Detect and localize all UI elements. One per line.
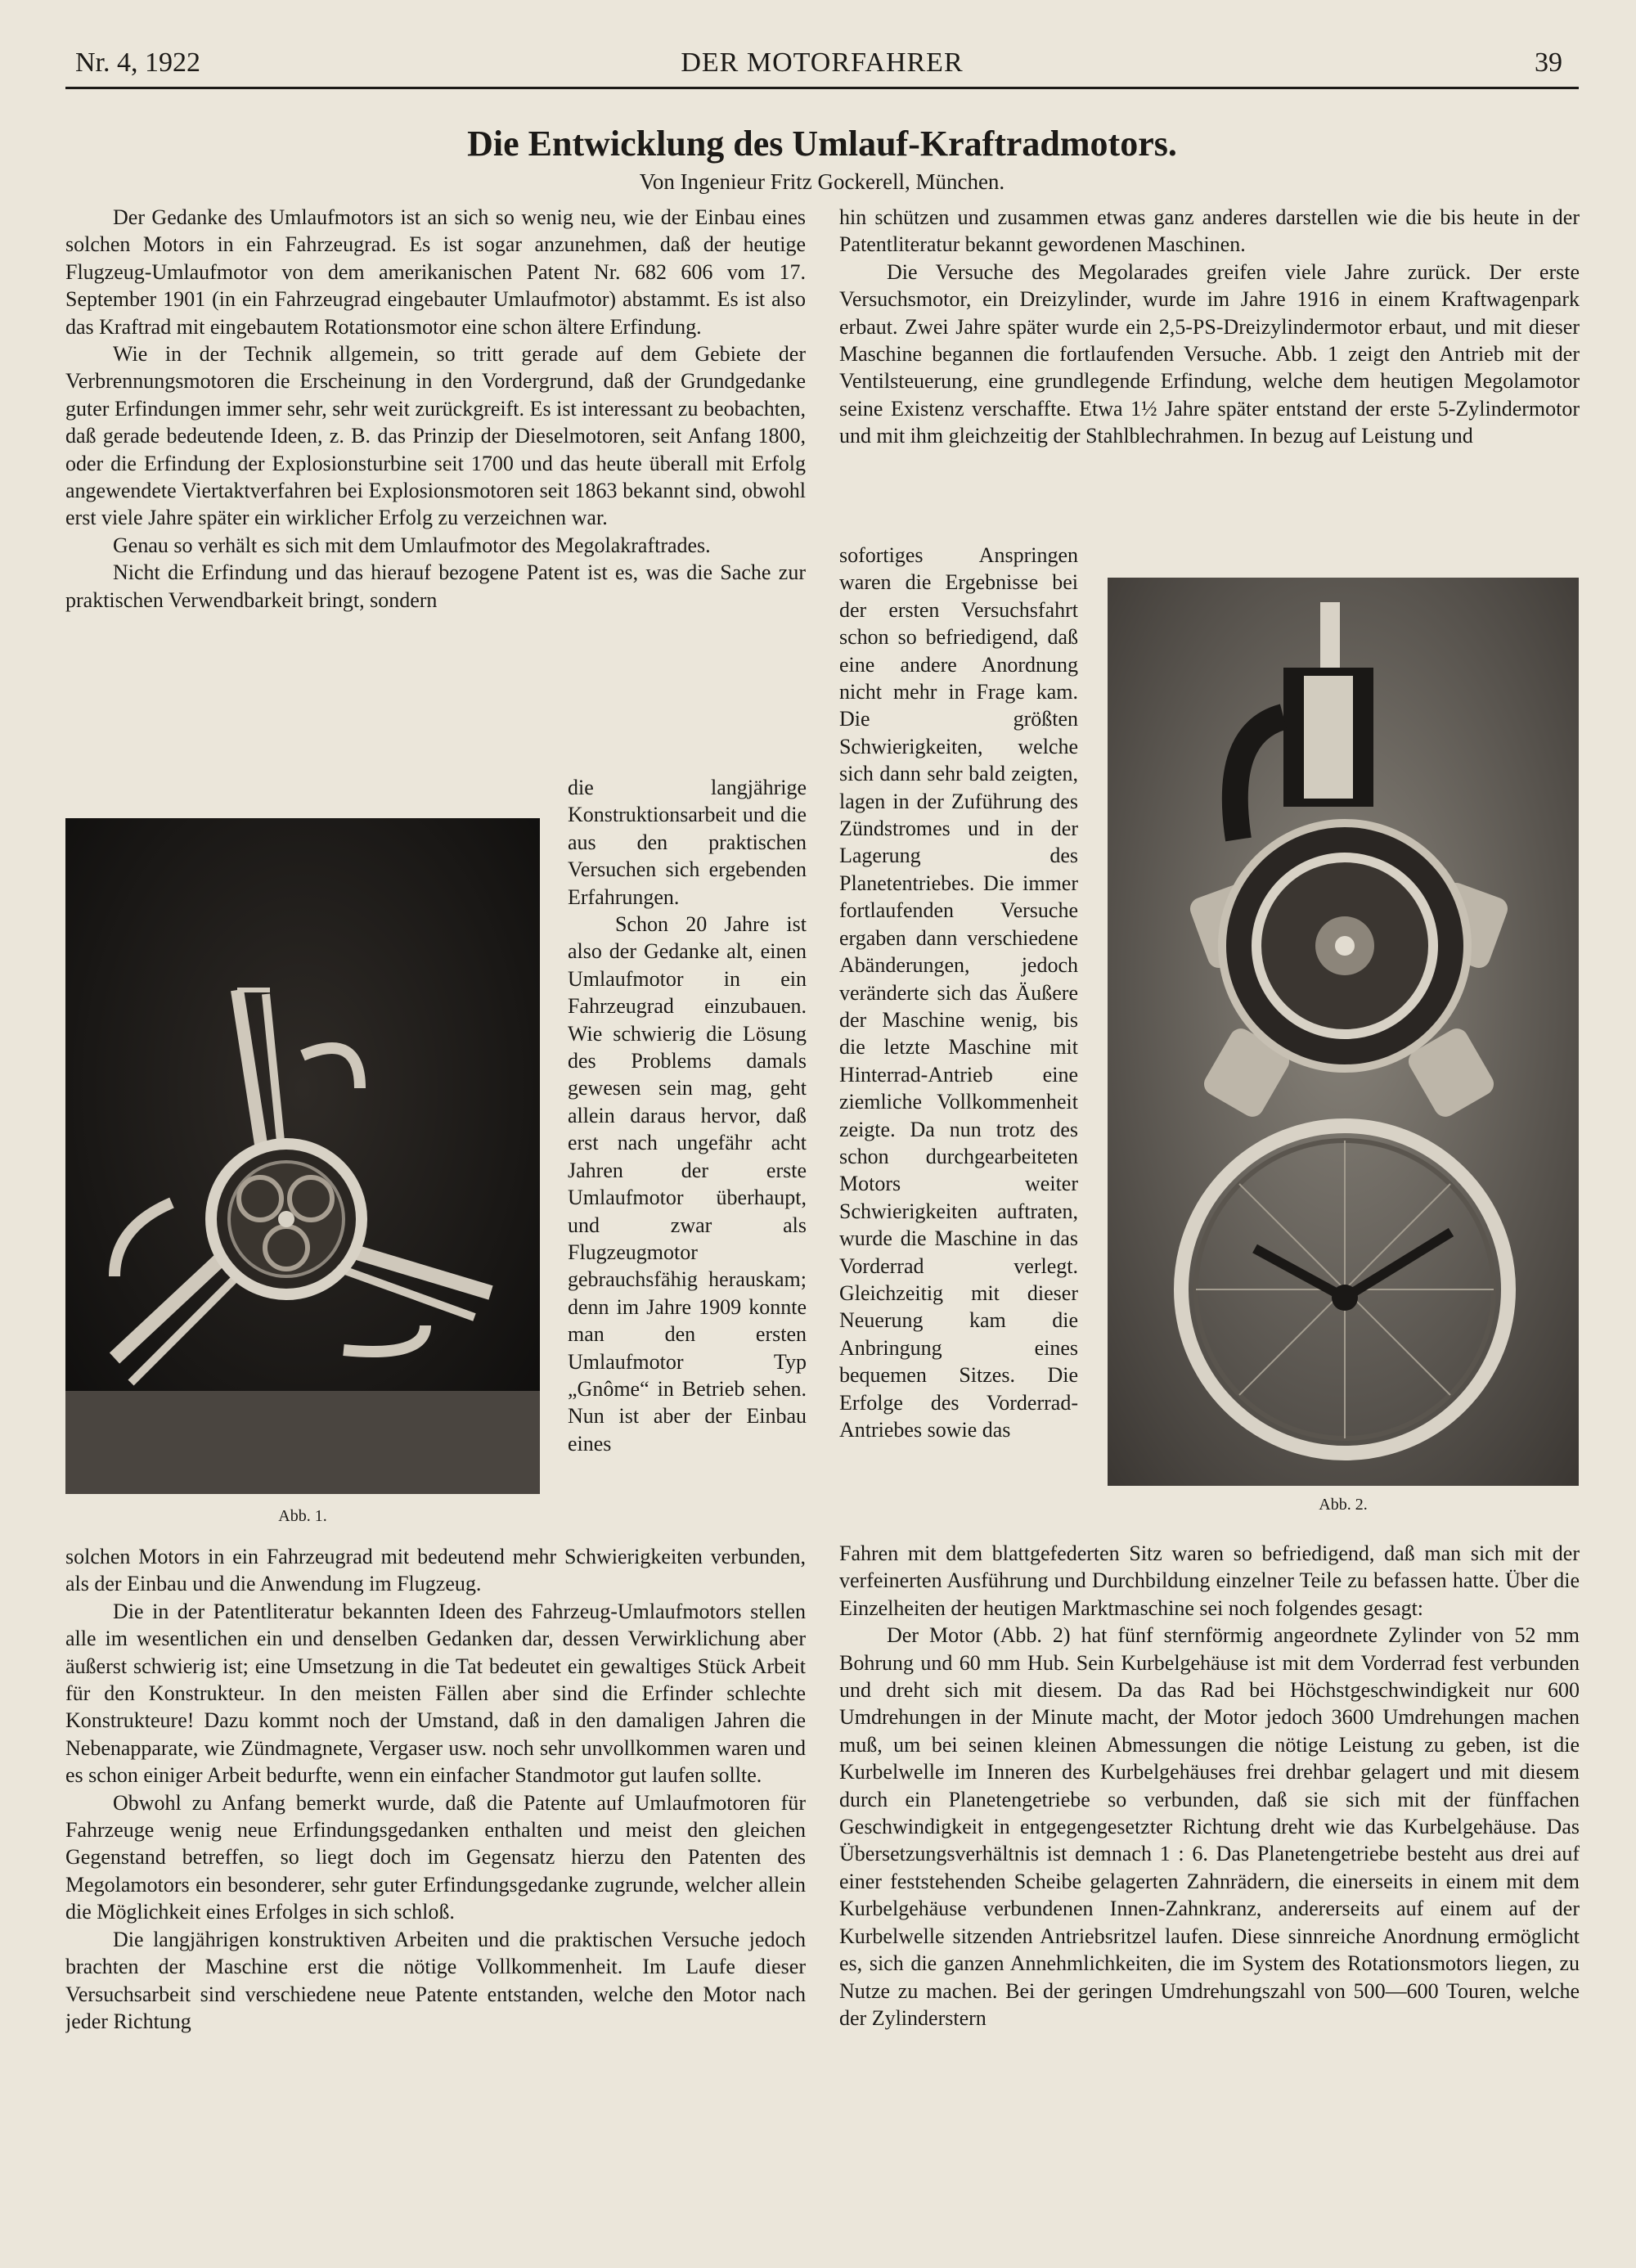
paragraph: Obwohl zu Anfang bemerkt wurde, daß die Patente auf Umlaufmotoren für Fahrzeuge wenig neue Erfindungsgedanken enthalten und meist den gleichen Gegenstand betreffen, so liegt doch im Gegensatz hierzu den Patenten des Megolamotors ein besonderer, sehr guter Erfindungsgedanke zugrunde, welcher allein die Möglichkeit eines Erfolges in sich schloß. [65, 1790, 806, 1924]
article-title: Die Entwicklung des Umlauf-Kraftradmotors. [467, 124, 1177, 164]
paragraph: sofortiges Anspringen waren die Ergebnisse bei der ersten Versuchsfahrt schon so befriedigend, daß eine andere Anordnung nicht mehr in Frage kam. Die größten Schwierigkeiten, welche sich dann sehr bald zeigten, lagen in der Zuführung des Zündstromes und in der Lagerung des Planetentriebes. Die immer fortlaufenden Versuche ergaben dann verschiedene Abänderungen, jedoch veränderte sich das Äußere der Maschine wenig, bis die letzte Maschine mit Hinterrad-Antrieb eine ziemliche Vollkommenheit zeigte. Da nun trotz des schon durchgearbeiteten Motors weiter Schwierigkeiten auftraten, wurde die Maschine in das Vorderrad verlegt. Gleichzeitig mit dieser Neuerung kam die Anbringung eines bequemen Sitzes. Die Erfolge des Vorderrad-Antriebes sowie das [839, 543, 1078, 1442]
paragraph: Die in der Patentliteratur bekannten Ideen des Fahrzeug-Umlaufmotors stellen alle im wesentlichen ein und denselben Gedanken dar, dessen Verwirklichung aber äußerst schwierig ist; eine Umsetzung in die Tat bedeutet ein gewaltiges Stück Arbeit für den Konstrukteur. In den meisten Fällen aber sind die Erfinder schlechte Konstrukteure! Dazu kommt noch der Umstand, daß in den damaligen Jahren die Nebenapparate, wie Zündmagnete, Vergaser usw. noch sehr unvollkommen waren und es schon einiger Arbeit bedurfte, wenn ein einfacher Standmotor gut laufen sollte. [65, 1599, 806, 1788]
page-number: 39 [1535, 47, 1562, 78]
column-1-narrow [568, 774, 807, 1539]
paragraph: Der Motor (Abb. 2) hat fünf sternförmig angeordnete Zylinder von 52 mm Bohrung und 60 mm Hub. Sein Kurbelgehäuse ist mit dem Vorderrad fest verbunden und dreht sich mit diesem. Da das Rad bei Höchstgeschwindigkeit nur 600 Umdrehungen in der Minute macht, der Motor jedoch 3600 Umdrehungen machen muß, um bei seinen kleinen Abmessungen die nötige Leistung zu geben, ist die Kurbelwelle im Inneren des Kurbelgehäuses frei drehbar gelagert und mit diesem durch ein Planetengetriebe so verbunden, daß sie sich mit der fünffachen Geschwindigkeit in entgegengesetzter Richtung dreht wie das Kurbelgehäuse. Das Übersetzungsverhältnis ist demnach 1 : 6. Das Planetengetriebe besteht aus drei auf einer feststehenden Scheibe gelagerten Zahnrädern, die einerseits in einem mit dem Kurbelgehäuse verbundenen Innen-Zahnkranz, andererseits auf einem auf der Kurbelwelle sitzenden Antriebsritzel laufen. Diese sinnreiche Anordnung ermöglicht es, sich die ganzen Annehmlichkeiten, die im System des Rotationsmotors liegen, zu Nutze zu machen. Bei der geringen Umdrehungszahl von 500—600 Touren, welche der Zylinderstern [839, 1623, 1580, 2030]
figure-2-caption: Abb. 2. [1319, 1496, 1368, 1514]
issue-number: Nr. 4, 1922 [75, 47, 200, 78]
paragraph: hin schützen und zusammen etwas ganz anderes darstellen wie die bis heute in der Patentliteratur bekannt gewordenen Maschinen. [839, 205, 1580, 257]
magazine-title: DER MOTORFAHRER [681, 47, 964, 78]
paragraph: Der Gedanke des Umlaufmotors ist an sich so wenig neu, wie der Einbau eines solchen Motors in ein Fahrzeugrad. Es ist sogar anzunehmen, daß der heutige Flugzeug-Umlaufmotor von dem amerikanischen Patent Nr. 682 606 vom 17. September 1901 (in ein Fahrzeugrad eingebauter Umlaufmotor) abstammt. Es ist also das Kraftrad mit eingebautem Rotationsmotor eine schon ältere Erfindung. [65, 205, 806, 339]
header-rule [65, 87, 1579, 89]
paragraph: Genau so verhält es sich mit dem Umlaufmotor des Megolakraftrades. [113, 533, 711, 557]
paragraph: Nicht die Erfindung und das hierauf bezogene Patent ist es, was die Sache zur praktischen Verwendbarkeit bringt, sondern [65, 560, 806, 612]
figure-2-photo [1108, 578, 1579, 1486]
article-byline: Von Ingenieur Fritz Gockerell, München. [639, 169, 1005, 194]
rotary-engine-drive-image [65, 818, 540, 1494]
column-2-narrow [839, 542, 1078, 1536]
running-header [65, 43, 1579, 88]
figure-1-caption: Abb. 1. [278, 1507, 327, 1525]
paragraph: Die langjährigen konstruktiven Arbeiten und die praktischen Versuche jedoch brachten der Maschine erst die nötige Vollkommenheit. Im Laufe dieser Versuchsarbeit sind verschiedene neue Patente entstanden, welche den Motor nach jeder Richtung [65, 1927, 806, 2033]
paragraph: Fahren mit dem blattgefederten Sitz waren so befriedigend, daß man sich mit der verfeinerten Ausführung und Durchbildung einzelner Teile zu befassen hatte. Über die Einzelheiten der heutigen Marktmaschine sei noch folgendes gesagt: [839, 1541, 1580, 1620]
paragraph: solchen Motors in ein Fahrzeugrad mit bedeutend mehr Schwierigkeiten verbunden, als der Einbau und die Anwendung im Flugzeug. [65, 1545, 806, 1596]
figure-1-photo [65, 818, 540, 1494]
paragraph: Schon 20 Jahre ist also der Gedanke alt, einen Umlaufmotor in ein Fahrzeugrad einzubauen. Wie schwierig die Lösung des Problems damals gewesen sein mag, geht allein daraus hervor, daß erst nach ungefähr acht Jahren der erste Umlaufmotor überhaupt, und zwar als Flugzeugmotor gebrauchsfähig herauskam; denn im Jahre 1909 konnte man den ersten Umlaufmotor Typ „Gnôme“ in Betrieb sehen. Nun ist aber der Einbau eines [568, 912, 807, 1456]
paragraph: die langjährige Konstruktionsarbeit und die aus den praktischen Versuchen sich ergebenden Erfahrungen. [568, 776, 807, 909]
column-2-top [839, 204, 1580, 539]
column-1-top [65, 204, 806, 768]
megola-engine-and-wheel-image [1108, 578, 1579, 1486]
paragraph: Wie in der Technik allgemein, so tritt gerade auf dem Gebiete der Verbrennungsmotoren die Erscheinung in den Vordergrund, daß der Grundgedanke guter Erfindungen immer sehr, sehr weit zurückgreift. Es ist interessant zu beobachten, daß gerade bedeutende Ideen, z. B. das Prinzip der Dieselmotoren, seit Anfang 1800, oder die Erfindung der Explosionsturbine seit 1700 und das heute überall mit Erfolg angewendete Viertaktverfahren bei Explosionsmotoren seit 1863 bekannt sind, obwohl erst viele Jahre später ein wirklicher Erfolg zu verzeichnen war. [65, 342, 806, 530]
column-1-bottom [65, 1543, 806, 2181]
column-2-bottom [839, 1540, 1580, 2178]
paragraph: Die Versuche des Megolarades greifen viele Jahre zurück. Der erste Versuchsmotor, ein Dreizylinder, wurde im Jahre 1916 in einem Kraftwagenpark erbaut. Zwei Jahre später wurde ein 2,5-PS-Dreizylindermotor erbaut, und mit dieser Maschine begannen die fortlaufenden Versuche. Abb. 1 zeigt den Antrieb mit der Ventilsteuerung, eine grundlegende Erfindung, welche dem heutigen Megolamotor seine Existenz verschaffte. Etwa 1½ Jahre später entstand der erste 5-Zylindermotor und mit ihm gleichzeitig der Stahlblechrahmen. In bezug auf Leistung und [839, 259, 1580, 448]
